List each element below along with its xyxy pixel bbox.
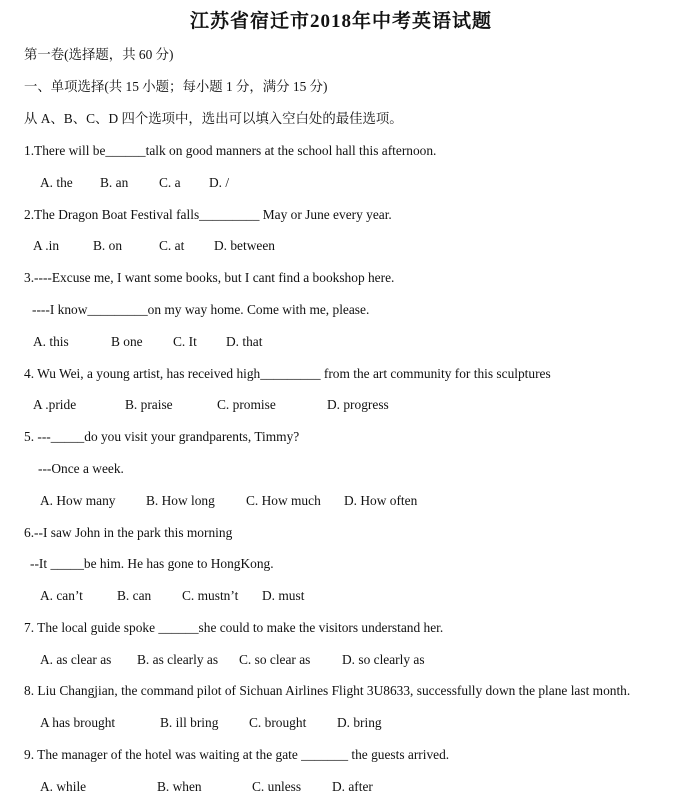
question-2-option-c: C. at — [159, 238, 185, 253]
question-6-stem: 6.--I saw John in the park this morning — [24, 525, 233, 540]
question-8-option-d: D. bring — [337, 715, 382, 730]
question-4-option-a: A .pride — [33, 397, 77, 412]
question-5-option-c: C. How much — [246, 493, 321, 508]
question-1-option-d: D. / — [209, 175, 230, 190]
question-8-option-b: B. ill bring — [160, 715, 219, 730]
question-4-option-b: B. praise — [125, 397, 173, 412]
question-2-option-a: A .in — [33, 238, 60, 253]
question-4-option-d: D. progress — [327, 397, 389, 412]
question-7-stem: 7. The local guide spoke ______she could to make the visitors understand her. — [24, 620, 444, 635]
question-4-option-c: C. promise — [217, 397, 276, 412]
question-8-option-c: C. brought — [249, 715, 307, 730]
question-1-option-b: B. an — [100, 175, 129, 190]
question-6-option-d: D. must — [262, 588, 305, 603]
question-5-stem: 5. ---_____do you visit your grandparents, Timmy? — [24, 429, 300, 444]
question-7-option-d: D. so clearly as — [342, 652, 425, 667]
question-9-option-b: B. when — [157, 779, 202, 794]
question-6-option-b: B. can — [117, 588, 152, 603]
exam-title: 江苏省宿迁市2018年中考英语试题 — [189, 11, 492, 32]
question-3-option-d: D. that — [226, 334, 263, 349]
question-5-stem-reply: ---Once a week. — [38, 461, 124, 476]
question-5-option-d: D. How often — [344, 493, 418, 508]
question-6-stem-reply: --It _____be him. He has gone to HongKong. — [30, 556, 274, 571]
question-3-stem: 3.----Excuse me, I want some books, but I cant find a bookshop here. — [24, 270, 395, 285]
instruction-text: 从 A、B、C、D 四个选项中，选出可以填入空白处的最佳选项。 — [24, 111, 403, 126]
question-7-option-c: C. so clear as — [239, 652, 311, 667]
question-9-stem: 9. The manager of the hotel was waiting at the gate _______ the guests arrived. — [24, 747, 450, 762]
question-5-option-a: A. How many — [40, 493, 116, 508]
section-heading: 第一卷(选择题，共 60 分) — [24, 47, 174, 62]
question-2-option-b: B. on — [93, 238, 123, 253]
question-8-stem: 8. Liu Changjian, the command pilot of Sichuan Airlines Flight 3U8633, successfully down the plane last month. — [24, 683, 631, 698]
question-8-option-a: A has brought — [40, 715, 116, 730]
question-3-option-b: B one — [111, 334, 143, 349]
question-3-option-a: A. this — [33, 334, 69, 349]
question-4-stem: 4. Wu Wei, a young artist, has received high_________ from the art community for this sculptures — [24, 366, 551, 381]
question-5-option-b: B. How long — [146, 493, 215, 508]
question-2-stem: 2.The Dragon Boat Festival falls_________ May or June every year. — [24, 207, 392, 222]
part-heading: 一、单项选择(共 15 小题；每小题 1 分，满分 15 分) — [24, 79, 328, 94]
question-9-option-a: A. while — [40, 779, 87, 794]
question-6-option-c: C. mustn’t — [182, 588, 239, 603]
question-7-option-b: B. as clearly as — [137, 652, 219, 667]
question-9-option-d: D. after — [332, 779, 373, 794]
question-6-option-a: A. can’t — [40, 588, 83, 603]
question-1-option-c: C. a — [159, 175, 181, 190]
question-7-option-a: A. as clear as — [40, 652, 112, 667]
question-3-stem-reply: ----I know_________on my way home. Come with me, please. — [32, 302, 370, 317]
question-1-stem: 1.There will be______talk on good manners at the school hall this afternoon. — [24, 143, 437, 158]
question-3-option-c: C. It — [173, 334, 197, 349]
question-2-option-d: D. between — [214, 238, 275, 253]
question-9-option-c: C. unless — [252, 779, 302, 794]
question-1-option-a: A. the — [40, 175, 73, 190]
